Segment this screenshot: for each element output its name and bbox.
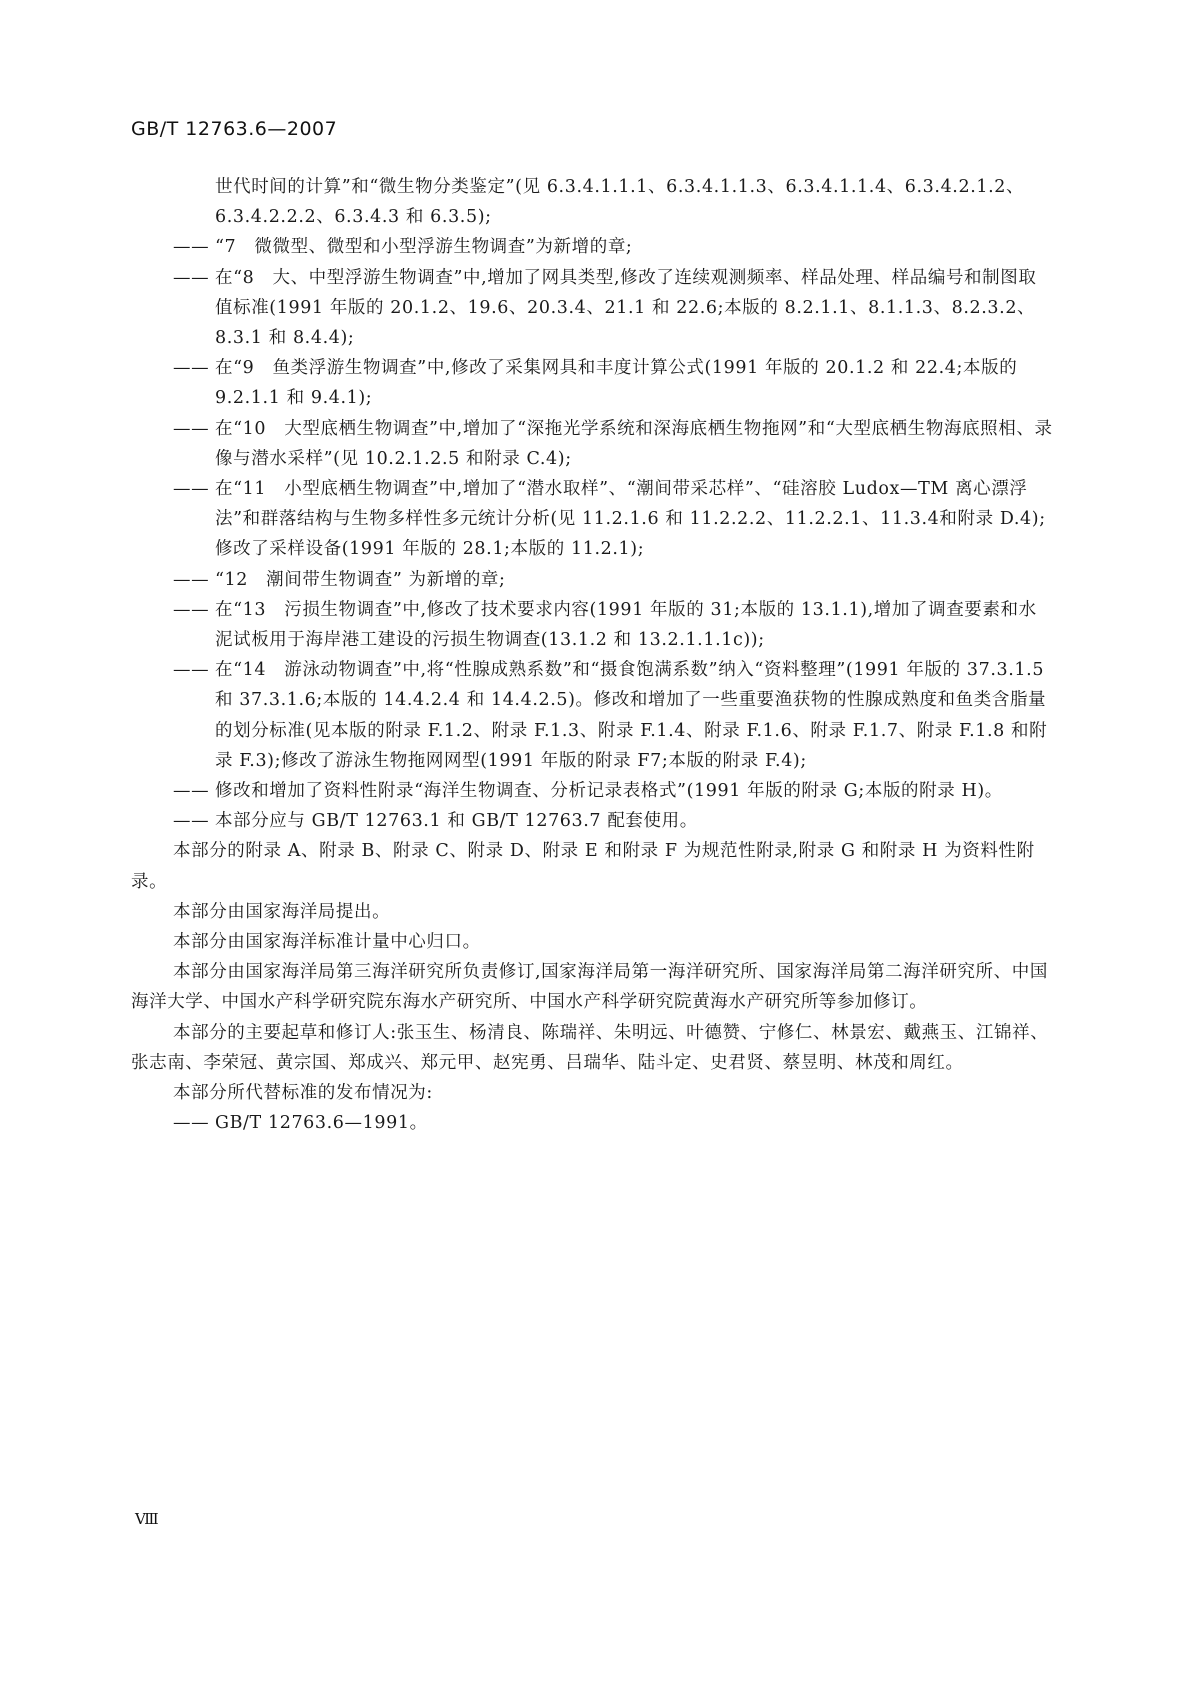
change-item [131,565,1053,595]
drafting-organizations: 本部分由国家海洋局第三海洋研究所负责修订,国家海洋局第一海洋研究所、国家海洋局第二海洋研究所、中国海洋大学、中国水产科学研究院东海水产研究所、中国水产科学研究院黄海水产研究所等参加修订。 [131,962,1048,1013]
change-item-text: 本部分应与 GB/T 12763.1 和 GB/T 12763.7 配套使用。 [215,811,698,832]
change-item-text: 在“13 污损生物调查”中,修改了技术要求内容(1991 年版的 31;本版的 13.1.1),增加了调查要素和水泥试板用于海岸港工建设的污损生物调查(13.1.2 和 13.2.1.1.1c)); [215,599,1037,651]
dash-marker: —— [173,479,210,500]
change-item-text: 在“14 游泳动物调查”中,将“性腺成熟系数”和“摄食饱满系数”纳入“资料整理”(1991 年版的 37.3.1.5 和 37.3.1.6;本版的 14.4.2.4 和 14.4.2.5)。修改和增加了一些重要渔获物的性腺成熟度和鱼类含脂量的划分标准(见本版的附录 F.1.2、附录 F.1.3、附录 F.1.4、附录 F.1.6、附录 F.1.7、附录 F.1.8 和附录 F.3);修改了游泳生物拖网网型(1991 年版的附录 F7;本版的附录 F.4); [215,660,1048,771]
replaced-standard-text: GB/T 12763.6—1991。 [215,1113,428,1134]
proposer-statement: 本部分由国家海洋局提出。 [173,901,391,922]
change-item-text: 在“8 大、中型浮游生物调查”中,增加了网具类型,修改了连续观测频率、样品处理、样品编号和制图取值标准(1991 年版的 20.1.2、19.6、20.3.4、21.1 和 22.6;本版的 8.2.1.1、8.1.1.3、8.2.3.2、8.3.1 和 8.4.4); [215,267,1037,349]
dash-marker: —— [173,569,210,590]
change-item-text: 在“9 鱼类浮游生物调查”中,修改了采集网具和丰度计算公式(1991 年版的 20.1.2 和 22.4;本版的 9.2.1.1 和 9.4.1); [215,358,1018,409]
change-item-text: 修改和增加了资料性附录“海洋生物调查、分析记录表格式”(1991 年版的附录 G;本版的附录 H)。 [215,781,1003,802]
dash-marker: —— [173,358,210,379]
replaced-standard-item [131,1108,1053,1138]
dash-marker: —— [173,781,210,802]
technical-committee-statement: 本部分由国家海洋标准计量中心归口。 [173,932,481,953]
change-item [131,776,1053,806]
drafters-list: 本部分的主要起草和修订人:张玉生、杨清良、陈瑞祥、朱明远、叶德赞、宁修仁、林景宏、戴燕玉、江锦祥、张志南、李荣冠、黄宗国、郑成兴、郑元甲、赵宪勇、吕瑞华、陆斗定、史君贤、蔡昱明、林茂和周红。 [131,1022,1049,1073]
change-item [131,263,1053,354]
change-item-text: “7 微微型、微型和小型浮游生物调查”为新增的章; [215,237,633,258]
change-item [131,655,1053,776]
dash-marker: —— [173,811,210,832]
page-number: Ⅷ [135,1510,159,1528]
change-item [131,474,1053,565]
dash-marker: —— [173,599,210,620]
foreword-body [131,172,1053,1139]
change-item-text: “12 潮间带生物调查” 为新增的章; [215,569,506,590]
dash-marker: —— [173,267,210,288]
change-item [131,806,1053,836]
change-item [131,595,1053,655]
replaced-standards-intro: 本部分所代替标准的发布情况为: [173,1083,433,1104]
change-item [131,353,1053,413]
dash-marker: —— [173,660,210,681]
change-item [131,232,1053,262]
annex-statement: 本部分的附录 A、附录 B、附录 C、附录 D、附录 E 和附录 F 为规范性附录,附录 G 和附录 H 为资料性附录。 [131,841,1035,892]
continuation-text: 世代时间的计算”和“微生物分类鉴定”(见 6.3.4.1.1.1、6.3.4.1.1.3、6.3.4.1.1.4、6.3.4.2.1.2、6.3.4.2.2.2、6.3.4.3 和 6.3.5); [215,177,1025,228]
change-item [131,414,1053,474]
change-item-text: 在“11 小型底栖生物调查”中,增加了“潜水取样”、“潮间带采芯样”、“硅溶胶 Ludox—TM 离心漂浮法”和群落结构与生物多样性多元统计分析(见 11.2.1.6 和 11.2.2.2、11.2.2.1、11.3.4和附录 D.4);修改了采样设备(1991 年版的 28.1;本版的 11.2.1); [215,479,1046,560]
change-item-text: 在“10 大型底栖生物调查”中,增加了“深拖光学系统和深海底栖生物拖网”和“大型底栖生物海底照相、录像与潜水采样”(见 10.2.1.2.5 和附录 C.4); [215,418,1053,469]
dash-marker: —— [173,418,210,439]
dash-marker: —— [173,237,210,258]
dash-marker: —— [173,1113,210,1134]
document-code-header: GB/T 12763.6—2007 [131,118,338,140]
